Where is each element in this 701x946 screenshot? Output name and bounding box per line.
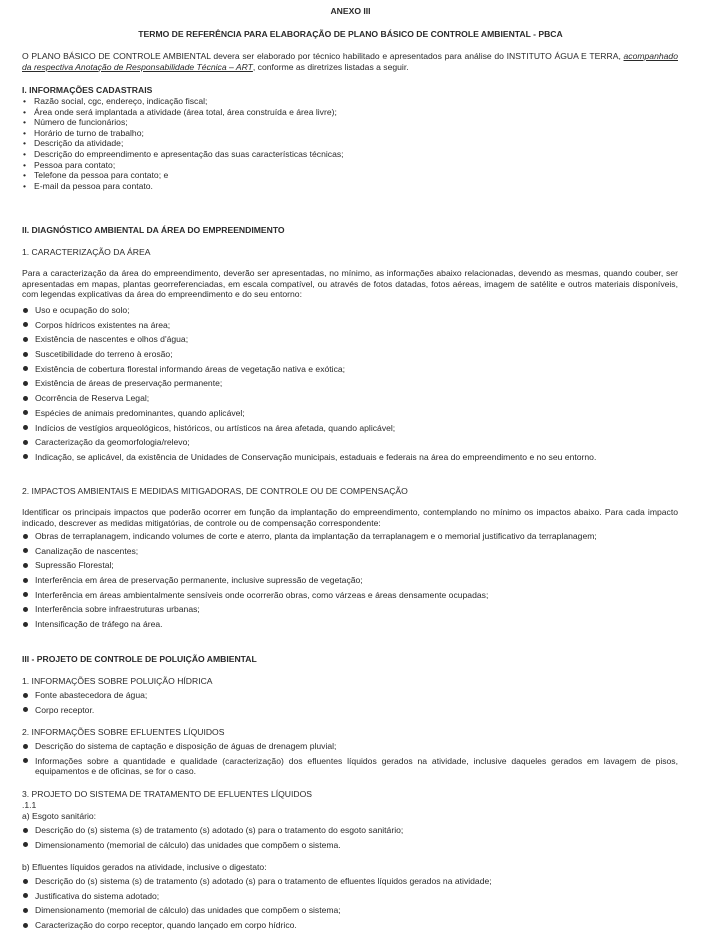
- list-item: Uso e ocupação do solo;: [22, 305, 678, 316]
- list-item: Interferência em áreas ambientalmente sensíveis onde ocorrerão obras, como várzeas e áreas densamente ocupadas;: [22, 590, 678, 601]
- section-2-1-heading: 1. CARACTERIZAÇÃO DA ÁREA: [22, 247, 151, 257]
- section-2-2-paragraph: Identificar os principais impactos que poderão ocorrer em função da implantação do empreendimento, contemplando no mínimo os impactos abaixo. Para cada impacto indicado, descrever as medidas mitigatórias, de controle ou de compensação correspondente:: [22, 507, 678, 528]
- list-item: Existência de áreas de preservação permanente;: [22, 378, 678, 389]
- section-2-2-heading: 2. IMPACTOS AMBIENTAIS E MEDIDAS MITIGADORAS, DE CONTROLE OU DE COMPENSAÇÃO: [22, 486, 408, 496]
- art-requirement: acompanhado da respectiva Anotação de Responsabilidade Técnica – ART: [22, 51, 678, 72]
- intro-text-1: O PLANO BÁSICO DE CONTROLE AMBIENTAL devera ser elaborado por técnico habilitado e apresentados para análise do INSTITUTO ÁGUA E TERRA,: [22, 51, 624, 61]
- intro-text-2: , conforme as diretrizes listadas a seguir.: [252, 61, 409, 72]
- item-a-label: a) Esgoto sanitário:: [22, 811, 97, 821]
- section-2-heading: II. DIAGNÓSTICO AMBIENTAL DA ÁREA DO EMPREENDIMENTO: [22, 225, 285, 235]
- section-1-heading: I. INFORMAÇÕES CADASTRAIS: [22, 85, 153, 95]
- list-item: Existência de cobertura florestal informando áreas de vegetação nativa e exótica;: [22, 364, 678, 375]
- list-item: Dimensionamento (memorial de cálculo) das unidades que compõem o sistema;: [22, 905, 678, 916]
- list-item: Caracterização da geomorfologia/relevo;: [22, 437, 678, 448]
- list-item: Corpos hídricos existentes na área;: [22, 320, 678, 331]
- list-item: Indícios de vestígios arqueológicos, históricos, ou artísticos na área afetada, quando aplicável;: [22, 423, 678, 434]
- list-item: Canalização de nascentes;: [22, 546, 678, 557]
- list-item: • Razão social, cgc, endereço, indicação fiscal;: [22, 96, 678, 107]
- list-item: • Descrição do empreendimento e apresentação das suas características técnicas;: [22, 149, 678, 160]
- list-item: • E-mail da pessoa para contato.: [22, 181, 678, 192]
- list-item: Obras de terraplanagem, indicando volumes de corte e aterro, planta da implantação da terraplanagem e o memorial justificativo da terraplanagem;: [22, 531, 678, 542]
- list-item: Supressão Florestal;: [22, 560, 678, 571]
- list-item: • Número de funcionários;: [22, 117, 678, 128]
- list-item: Descrição do (s) sistema (s) de tratamento (s) adotado (s) para o tratamento de efluentes líquidos gerados na atividade;: [22, 876, 678, 887]
- list-item: Descrição do sistema de captação e disposição de águas de drenagem pluvial;: [22, 741, 678, 752]
- list-item: • Pessoa para contato;: [22, 160, 678, 171]
- list-item: • Descrição da atividade;: [22, 138, 678, 149]
- list-item: Justificativa do sistema adotado;: [22, 891, 678, 902]
- section-3-2-heading: 2. INFORMAÇÕES SOBRE EFLUENTES LÍQUIDOS: [22, 727, 225, 737]
- section-3-1-heading: 1. INFORMAÇÕES SOBRE POLUIÇÃO HÍDRICA: [22, 676, 213, 686]
- annex-label: ANEXO III: [330, 6, 371, 16]
- list-item: Interferência em área de preservação permanente, inclusive supressão de vegetação;: [22, 575, 678, 586]
- list-item: Indicação, se aplicável, da existência de Unidades de Conservação municipais, estaduais e federais na área do empreendimento e no seu entorno.: [22, 452, 678, 463]
- section-3-1-list: [22, 690, 678, 719]
- section-2-1-list: [22, 305, 678, 467]
- list-item: Intensificação de tráfego na área.: [22, 619, 678, 630]
- list-item: Suscetibilidade do terreno à erosão;: [22, 349, 678, 360]
- section-3-3-heading: 3. PROJETO DO SISTEMA DE TRATAMENTO DE EFLUENTES LÍQUIDOS: [22, 789, 313, 799]
- list-item: Existência de nascentes e olhos d'água;: [22, 334, 678, 345]
- list-item: Corpo receptor.: [22, 705, 678, 716]
- item-b-label: b) Efluentes líquidos gerados na atividade, inclusive o digestato:: [22, 862, 267, 872]
- list-item: Interferência sobre infraestruturas urbanas;: [22, 604, 678, 615]
- section-1-list: [22, 96, 678, 191]
- document-title: TERMO DE REFERÊNCIA PARA ELABORAÇÃO DE PLANO BÁSICO DE CONTROLE AMBIENTAL - PBCA: [138, 29, 563, 39]
- section-2-1-paragraph: Para a caracterização da área do empreendimento, deverão ser apresentadas, no mínimo, as informações abaixo relacionadas, devendo as mesmas, quando couber, ser apresentadas em mapas, plantas georreferenciadas, em escala compatível, ou através de fotos datadas, fotos aéreas, imagem de satélite e outros materiais disponíveis, com legendas explicativas da área do empreendimento e do seu entorno:: [22, 268, 678, 300]
- list-item: Espécies de animais predominantes, quando aplicável;: [22, 408, 678, 419]
- item-b-list: [22, 876, 678, 935]
- section-3-2-list: [22, 741, 678, 781]
- list-item: Caracterização do corpo receptor, quando lançado em corpo hídrico.: [22, 920, 678, 931]
- section-number: .1.1: [22, 800, 37, 810]
- list-item: Ocorrência de Reserva Legal;: [22, 393, 678, 404]
- list-item: Fonte abastecedora de água;: [22, 690, 678, 701]
- intro-paragraph: [22, 51, 678, 72]
- section-2-2-list: [22, 531, 678, 634]
- list-item: • Área onde será implantada a atividade (área total, área construída e área livre);: [22, 107, 678, 118]
- list-item: • Horário de turno de trabalho;: [22, 128, 678, 139]
- section-3-heading: III - PROJETO DE CONTROLE DE POLUIÇÃO AMBIENTAL: [22, 654, 257, 664]
- list-item: Dimensionamento (memorial de cálculo) das unidades que compõem o sistema.: [22, 840, 678, 851]
- list-item: Informações sobre a quantidade e qualidade (caracterização) dos efluentes líquidos gerados na atividade, inclusive daqueles gerados em lavagem de pisos, equipamentos e de oficinas, se for o caso.: [22, 756, 678, 777]
- item-a-list: [22, 825, 678, 854]
- list-item: Descrição do (s) sistema (s) de tratamento (s) adotado (s) para o tratamento do esgoto sanitário;: [22, 825, 678, 836]
- list-item: • Telefone da pessoa para contato; e: [22, 170, 678, 181]
